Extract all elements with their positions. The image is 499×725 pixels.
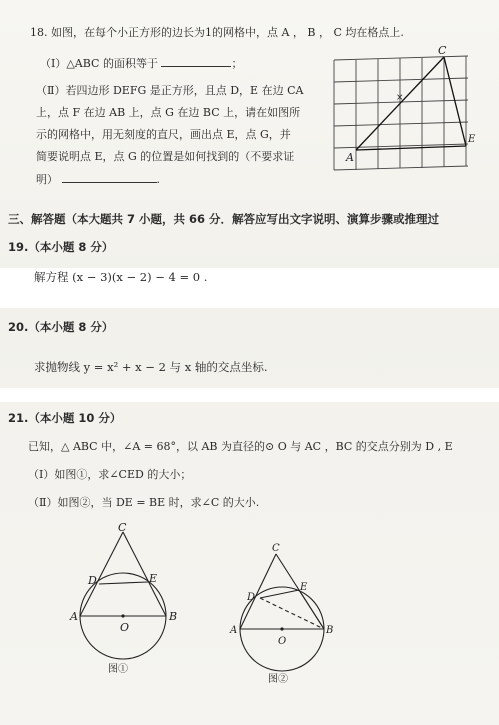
q21-title: 21.（本小题 10 分） <box>8 411 122 425</box>
fig2-label-e: E <box>300 582 308 593</box>
q18-part2-line: 简要说明点 E，点 G 的位置是如何找到的（不要求证 <box>36 150 295 163</box>
fig1-label-c: C <box>118 521 127 534</box>
fig2-label-a: A <box>230 625 238 636</box>
grid-figure <box>320 40 480 190</box>
q18-part1 <box>40 56 242 71</box>
answer-blank[interactable] <box>161 56 231 67</box>
center-dot <box>280 627 283 630</box>
q18-part1-end: ； <box>231 57 243 70</box>
point-c-label: C <box>438 44 447 57</box>
side-ac <box>240 554 276 629</box>
point-a-label: A <box>346 151 354 164</box>
q18-part2-text: 明） <box>36 173 58 186</box>
q18-part2-line: 上，点 F 在边 AB 上，点 G 在边 BC 上，请在如图所 <box>36 106 301 119</box>
section-heading: 三、解答题（本大题共 7 小题，共 66 分．解答应写出文字说明、演算步骤或推理过 <box>8 212 440 226</box>
q20-text: 求抛物线 y = x² + x − 2 与 x 轴的交点坐标. <box>34 360 268 374</box>
blank-strip <box>0 388 499 402</box>
q18-part1-text: （Ⅰ）△ABC 的面积等于 <box>40 57 158 70</box>
q18-part2-end: . <box>156 173 160 186</box>
triangle-abc <box>356 57 466 150</box>
fig2-caption: 图② <box>268 674 288 685</box>
fig2-label-c: C <box>272 543 280 554</box>
fig2-label-b: B <box>326 625 334 636</box>
answer-blank[interactable] <box>62 172 157 183</box>
q19-text: 解方程 (x − 3)(x − 2) − 4 = 0 . <box>34 270 208 284</box>
cross-mark: × <box>396 93 404 103</box>
point-e-label: E <box>468 134 476 145</box>
q21-part2: （Ⅱ）如图②，当 DE = BE 时，求∠C 的大小. <box>28 496 260 509</box>
q21-part1: （Ⅰ）如图①，求∠CED 的大小； <box>28 468 192 481</box>
figure-2 <box>228 540 338 690</box>
fig1-label-e: E <box>149 572 158 585</box>
center-dot <box>121 614 124 617</box>
fig1-caption: 图① <box>108 664 128 675</box>
q18-part2-line: 示的网格中，用无刻度的直尺，画出点 E，点 G，并 <box>36 128 291 141</box>
segment-de <box>260 590 299 598</box>
segment-de <box>99 582 148 584</box>
q21-line1: 已知，△ ABC 中，∠A = 68°，以 AB 为直径的⊙ O 与 AC ，BC 的交点分别为 D , E <box>28 440 453 453</box>
fig1-label-a: A <box>70 610 78 623</box>
q18-part2-line5 <box>36 172 160 187</box>
fig1-label-o: O <box>120 621 130 634</box>
fig2-label-o: O <box>278 636 287 647</box>
fig2-label-d: D <box>247 592 256 603</box>
q18-part2-line: （Ⅱ）若四边形 DEFG 是正方形，且点 D，E 在边 CA <box>36 84 304 97</box>
fig1-label-d: D <box>88 574 97 587</box>
figure-1 <box>68 520 198 680</box>
q20-title: 20.（本小题 8 分） <box>8 320 114 334</box>
q19-title: 19.（本小题 8 分） <box>8 240 114 254</box>
q18-stem: 18. 如图，在每个小正方形的边长为1的网格中，点 A ， B ， C 均在格点上. <box>30 26 404 39</box>
fig1-label-b: B <box>169 610 178 623</box>
